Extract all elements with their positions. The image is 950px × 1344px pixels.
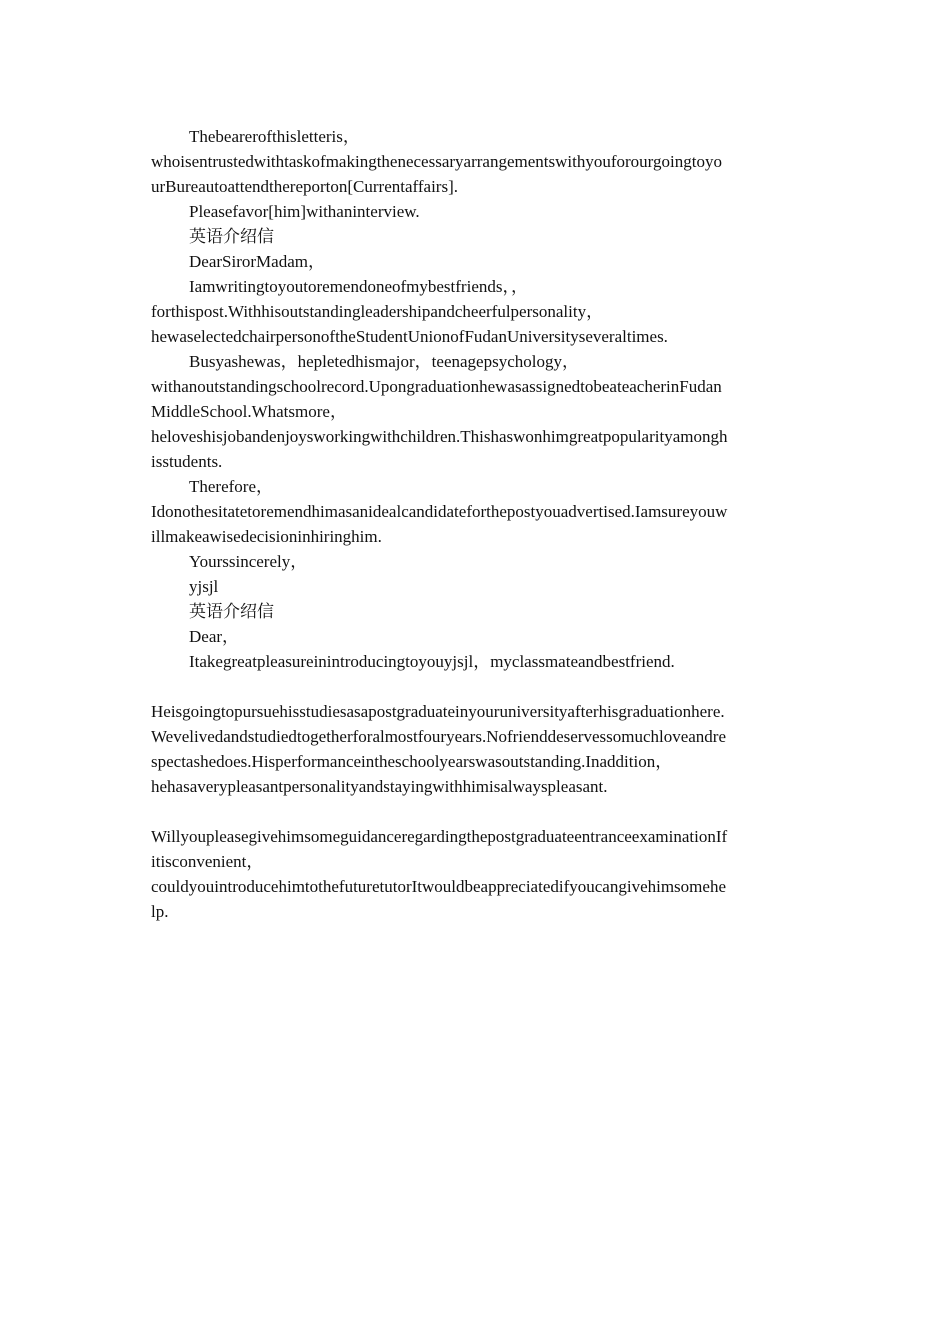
text-line: withanoutstandingschoolrecord.UpongraduationhewasassignedtobeateacherinFudan <box>151 377 722 396</box>
text-line: urBureautoattendthereporton[Currentaffairs]. <box>151 177 458 196</box>
paragraph-gap <box>151 799 801 824</box>
paragraph-gap <box>151 674 801 699</box>
text-line: Thebearerofthisletteris， <box>189 127 360 146</box>
text-line: spectashedoes.Hisperformanceintheschoolyearswasoutstanding.Inaddition， <box>151 752 673 771</box>
text-line: Pleasefavor[him]withaninterview. <box>189 202 420 221</box>
text-line: couldyouintroducehimtothefuturetutorItwouldbeappreciatedifyoucangivehimsomehe <box>151 877 726 896</box>
text-line: hehasaverypleasantpersonalityandstayingwithhimisalwayspleasant. <box>151 777 608 796</box>
document-page <box>151 124 801 924</box>
text-line: Idonothesitatetoremendhimasanidealcandidateforthepostyouadvertised.Iamsureyouw <box>151 502 728 521</box>
text-line: isstudents. <box>151 452 223 471</box>
text-line: Busyashewas，hepletedhismajor，teenagepsychology， <box>189 352 579 371</box>
text-line: MiddleSchool.Whatsmore， <box>151 402 347 421</box>
text-line: Itakegreatpleasureinintroducingtoyouyjsjl，myclassmateandbestfriend. <box>189 652 675 671</box>
text-line: Heisgoingtopursuehisstudiesasapostgraduateinyouruniversityafterhisgraduationhere. <box>151 702 725 721</box>
text-line: forthispost.Withhisoutstandingleadershipandcheerfulpersonality， <box>151 302 604 321</box>
text-line: WillyoupleasegivehimsomeguidanceregardingthepostgraduateentranceexaminationIf <box>151 827 728 846</box>
text-line: illmakeawisedecisioninhiringhim. <box>151 527 382 546</box>
salutation: Dear， <box>189 627 240 646</box>
text-line: hewaselectedchairpersonoftheStudentUnionofFudanUniversityseveraltimes. <box>151 327 668 346</box>
closing: Yourssincerely， <box>189 552 308 571</box>
signature: yjsjl <box>189 577 219 596</box>
text-line: Wevelivedandstudiedtogetherforalmostfouryears.Nofrienddeservessomuchloveandre <box>151 727 727 746</box>
text-line: Therefore， <box>189 477 274 496</box>
salutation: DearSirorMadam， <box>189 252 325 271</box>
section-heading: 英语介绍信 <box>189 602 274 621</box>
section-heading: 英语介绍信 <box>189 227 274 246</box>
text-line: whoisentrustedwithtaskofmakingthenecessaryarrangementswithyouforourgoingtoyo <box>151 152 722 171</box>
text-line: Iamwritingtoyoutoremendoneofmybestfriends，， <box>189 277 528 296</box>
text-line: lp. <box>151 902 169 921</box>
text-line: heloveshisjobandenjoysworkingwithchildren.Thishaswonhimgreatpopularityamongh <box>151 427 728 446</box>
text-line: itisconvenient， <box>151 852 264 871</box>
